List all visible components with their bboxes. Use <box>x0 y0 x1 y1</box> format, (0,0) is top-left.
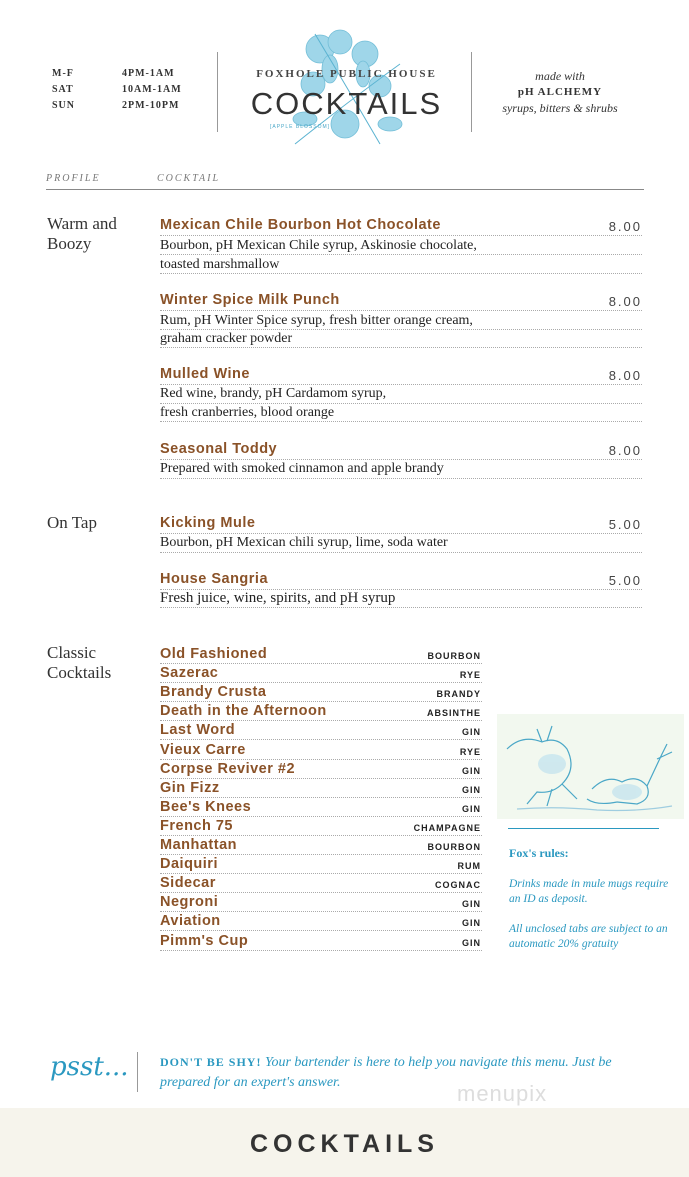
item-description: Prepared with smoked cinnamon and apple brandy <box>160 461 444 476</box>
brand-caption: [APPLE BLOSSOM] <box>270 124 331 130</box>
dotted-rule <box>160 854 482 855</box>
dotted-rule <box>160 478 642 479</box>
dotted-rule <box>160 797 482 798</box>
column-header-cocktail: COCKTAIL <box>157 173 221 184</box>
classic-cocktail-spirit: COGNAC <box>435 880 481 891</box>
made-with-line: made with <box>535 69 585 83</box>
item-price: 8.00 <box>608 443 642 458</box>
dotted-rule <box>160 720 482 721</box>
hours-day: M-F <box>52 68 74 79</box>
dotted-rule <box>160 950 482 951</box>
classic-cocktail-name: Bee's Knees <box>160 798 252 815</box>
item-description: Bourbon, pH Mexican chili syrup, lime, soda water <box>160 535 448 550</box>
classic-cocktail-name: Corpse Reviver #2 <box>160 760 296 777</box>
dotted-rule <box>160 739 482 740</box>
hours-day: SUN <box>52 100 76 111</box>
classic-cocktail-name: Negroni <box>160 894 219 911</box>
item-name: Mexican Chile Bourbon Hot Chocolate <box>160 217 441 233</box>
dotted-rule <box>160 701 482 702</box>
rules-divider <box>508 828 659 829</box>
brand-subtitle: FOXHOLE PUBLIC HOUSE <box>256 68 437 80</box>
classic-cocktail-spirit: RYE <box>459 746 481 757</box>
dotted-rule <box>160 930 482 931</box>
classic-cocktail-name: Aviation <box>160 913 221 930</box>
classic-cocktail-spirit: CHAMPAGNE <box>413 822 481 833</box>
item-description: fresh cranberries, blood orange <box>160 405 335 420</box>
classic-cocktail-name: Last Word <box>160 722 236 739</box>
classic-cocktail-spirit: GIN <box>461 765 481 776</box>
hours-day: SAT <box>52 84 74 95</box>
item-name: Winter Spice Milk Punch <box>160 292 340 308</box>
classic-cocktail-name: Daiquiri <box>160 856 218 873</box>
classic-cocktail-name: French 75 <box>160 817 233 834</box>
item-name: Seasonal Toddy <box>160 441 278 457</box>
classic-cocktail-spirit: GIN <box>461 803 481 814</box>
psst-body: Your bartender is here to help you navigate this menu. Just be prepared for an expert's answer. <box>160 1055 612 1090</box>
section-classic-cocktails: Classic Cocktails <box>47 643 112 682</box>
footer-title: COCKTAILS <box>250 1130 439 1158</box>
item-description: Red wine, brandy, pH Cardamom syrup, <box>160 386 387 401</box>
dotted-rule <box>160 607 642 608</box>
item-description: Fresh juice, wine, spirits, and pH syrup <box>160 590 396 606</box>
hours-block <box>52 66 182 114</box>
watermark: menupix <box>457 1081 548 1106</box>
classic-cocktail-name: Death in the Afternoon <box>160 703 327 720</box>
hours-row <box>52 98 182 114</box>
classic-cocktail-name: Brandy Crusta <box>160 684 267 701</box>
classic-cocktail-spirit: GIN <box>461 937 481 948</box>
classic-cocktail-name: Sidecar <box>160 875 216 892</box>
item-price: 8.00 <box>608 368 642 383</box>
classic-cocktail-spirit: GIN <box>461 727 481 738</box>
header-divider-right <box>471 52 472 132</box>
item-name: House Sangria <box>160 571 269 587</box>
dotted-rule <box>160 759 482 760</box>
classic-cocktail-name: Old Fashioned <box>160 646 268 662</box>
fox-tumbling-illustration <box>497 714 684 819</box>
dotted-rule <box>160 778 482 779</box>
classic-cocktail-spirit: BOURBON <box>427 651 481 661</box>
section-warm-boozy: Warm and Boozy <box>47 214 117 253</box>
column-header-rule <box>46 189 644 190</box>
psst-divider <box>137 1052 138 1092</box>
classic-cocktail-spirit: BRANDY <box>436 689 481 700</box>
hours-time: 10AM-1AM <box>122 84 182 95</box>
dotted-rule <box>160 816 482 817</box>
hours-row <box>52 82 182 98</box>
item-description: toasted marshmallow <box>160 257 280 272</box>
psst-label: psst... <box>50 1052 129 1082</box>
dotted-rule <box>160 682 482 683</box>
item-name: Kicking Mule <box>160 515 256 531</box>
dotted-rule <box>160 892 482 893</box>
header-divider-left <box>217 52 218 132</box>
hours-time: 4PM-1AM <box>122 68 175 79</box>
section-on-tap: On Tap <box>47 513 97 532</box>
classic-cocktail-name: Gin Fizz <box>160 779 220 796</box>
item-price: 8.00 <box>608 294 642 309</box>
classic-cocktail-spirit: GIN <box>461 784 481 795</box>
dotted-rule <box>160 663 482 664</box>
dotted-rule <box>160 835 482 836</box>
rules-title: Fox's rules: <box>509 846 569 860</box>
dotted-rule <box>160 873 482 874</box>
classic-cocktail-name: Manhattan <box>160 837 237 853</box>
item-name: Mulled Wine <box>160 366 250 382</box>
item-price: 5.00 <box>608 573 642 588</box>
item-price: 8.00 <box>608 219 642 234</box>
psst-message <box>160 1052 640 1093</box>
dotted-rule <box>160 347 642 348</box>
hours-time: 2PM-10PM <box>122 100 180 111</box>
fox-illustration-panel <box>497 714 684 819</box>
dotted-rule <box>160 911 482 912</box>
dotted-rule <box>160 552 642 553</box>
classic-cocktail-name: Vieux Carre <box>160 741 246 758</box>
rule-gratuity: All unclosed tabs are subject to an automatic 20% gratuity <box>509 923 668 950</box>
classic-cocktail-spirit: BOURBON <box>427 842 481 852</box>
classic-cocktail-spirit: RUM <box>457 861 481 872</box>
item-price: 5.00 <box>608 517 642 532</box>
rule-mule-mugs: Drinks made in mule mugs require an ID as deposit. <box>509 878 669 905</box>
column-header-profile: PROFILE <box>46 173 101 184</box>
classic-cocktail-spirit: GIN <box>461 918 481 929</box>
dont-be-shy: DON'T BE SHY! <box>160 1055 262 1069</box>
classic-cocktail-spirit: GIN <box>461 899 481 910</box>
brand-title: COCKTAILS <box>250 86 443 121</box>
dotted-rule <box>160 273 642 274</box>
item-description: Rum, pH Winter Spice syrup, fresh bitter orange cream, <box>160 313 473 328</box>
hours-row <box>52 66 182 82</box>
classic-cocktail-name: Sazerac <box>160 665 219 682</box>
classic-cocktail-spirit: ABSINTHE <box>426 708 481 719</box>
item-description: Bourbon, pH Mexican Chile syrup, Askinosie chocolate, <box>160 238 477 253</box>
classic-cocktail-spirit: RYE <box>459 670 481 681</box>
alchemy-name: pH ALCHEMY <box>517 86 603 98</box>
made-with-block <box>480 68 640 116</box>
item-description: graham cracker powder <box>160 331 293 346</box>
classic-cocktail-name: Pimm's Cup <box>160 932 249 949</box>
dotted-rule <box>160 421 642 422</box>
made-with-line: syrups, bitters & shrubs <box>502 101 618 115</box>
